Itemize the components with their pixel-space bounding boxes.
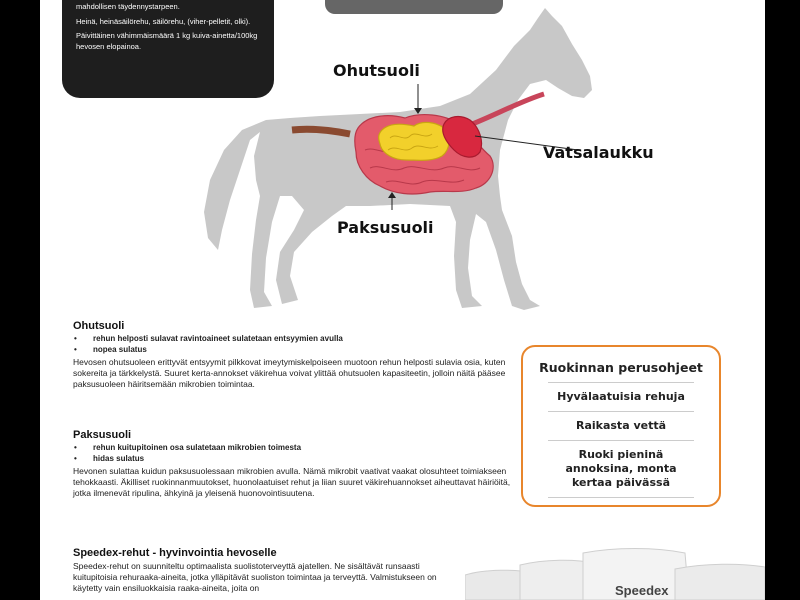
guide-title: Ruokinnan perusohjeet xyxy=(539,360,703,375)
label-large-intestine: Paksusuoli xyxy=(337,218,434,237)
intro-line-top: mahdollisen täydennystarpeen. xyxy=(76,2,180,11)
intro-minimum: Päivittäinen vähimmäismäärä 1 kg kuiva-ainetta/100kg hevosen elopainoa. xyxy=(76,31,258,51)
intro-feed-types: Heinä, heinäsäilörehu, säilörehu, (viher-pelletit, olki). xyxy=(76,16,251,26)
label-stomach: Vatsalaukku xyxy=(543,143,654,162)
paksusuoli-body: Hevonen sulattaa kuidun paksusuolessaan mikrobien avulla. Nämä mikrobit vaativat vaakat olosuhteet toimiakseen tehokkaasti. Äkilliset ruokinnanmuutokset, huonolaatuiset rehut ja liian suuret väkirehuannokset aiheuttavat häiriöitä, jotka ilmenevät ripulina, ähkyinä ja yleisenä huonovointisuutena. xyxy=(73,466,511,498)
section-ohutsuoli xyxy=(73,321,513,390)
speedex-heading: Speedex-rehut - hyvinvointia hevoselle xyxy=(73,547,277,559)
bag-logo-text: Speedex xyxy=(615,583,669,598)
guide-item: Hyvälaatuisia rehuja xyxy=(548,382,694,411)
page xyxy=(40,0,765,600)
section-paksusuoli xyxy=(73,430,513,499)
paksusuoli-bullets xyxy=(73,443,513,464)
feed-bag xyxy=(675,564,765,600)
paksusuoli-bullet: • hidas sulatus xyxy=(73,454,513,465)
paksusuoli-heading: Paksusuoli xyxy=(73,429,132,441)
ohutsuoli-bullet: • rehun helposti sulavat ravintoaineet sulatetaan entsyymien avulla xyxy=(73,334,513,345)
ohutsuoli-bullets xyxy=(73,334,513,355)
feed-bags-image xyxy=(465,545,765,600)
paksusuoli-bullet: • rehun kuitupitoinen osa sulatetaan mikrobien toimesta xyxy=(73,443,513,454)
ohutsuoli-bullet: • nopea sulatus xyxy=(73,345,513,356)
guide-item: Raikasta vettä xyxy=(548,411,694,440)
ohutsuoli-heading: Ohutsuoli xyxy=(73,320,125,332)
section-speedex xyxy=(73,548,458,594)
speedex-body: Speedex-rehut on suunniteltu optimaalista suolistoterveyttä ajatellen. Ne sisältävät runsaasti kuitupitoisia rehuraaka-aineita, jotka ylläpitävät suoliston toimintaa ja terveyttä. Valmistukseen on käytetty vain ensiluokkaisia raaka-aineita, joita on xyxy=(73,561,437,593)
feeding-guide-box xyxy=(521,345,721,507)
guide-item: Ruoki pieninä annoksina, monta kertaa päivässä xyxy=(548,440,694,498)
label-small-intestine: Ohutsuoli xyxy=(333,61,420,80)
small-intestine xyxy=(379,122,449,160)
ohutsuoli-body: Hevosen ohutsuoleen erittyvät entsyymit pilkkovat imeytymiskelpoiseen muotoon rehun helposti sulavia osia, kuten sokereita ja tärkkelystä. Suuret kerta-annokset väkirehua voivat ylittää ohutsuolen kapasiteetin, jolloin näitä pääsee paksusuoleen häiritsemään mikrobien toimintaa. xyxy=(73,357,506,389)
